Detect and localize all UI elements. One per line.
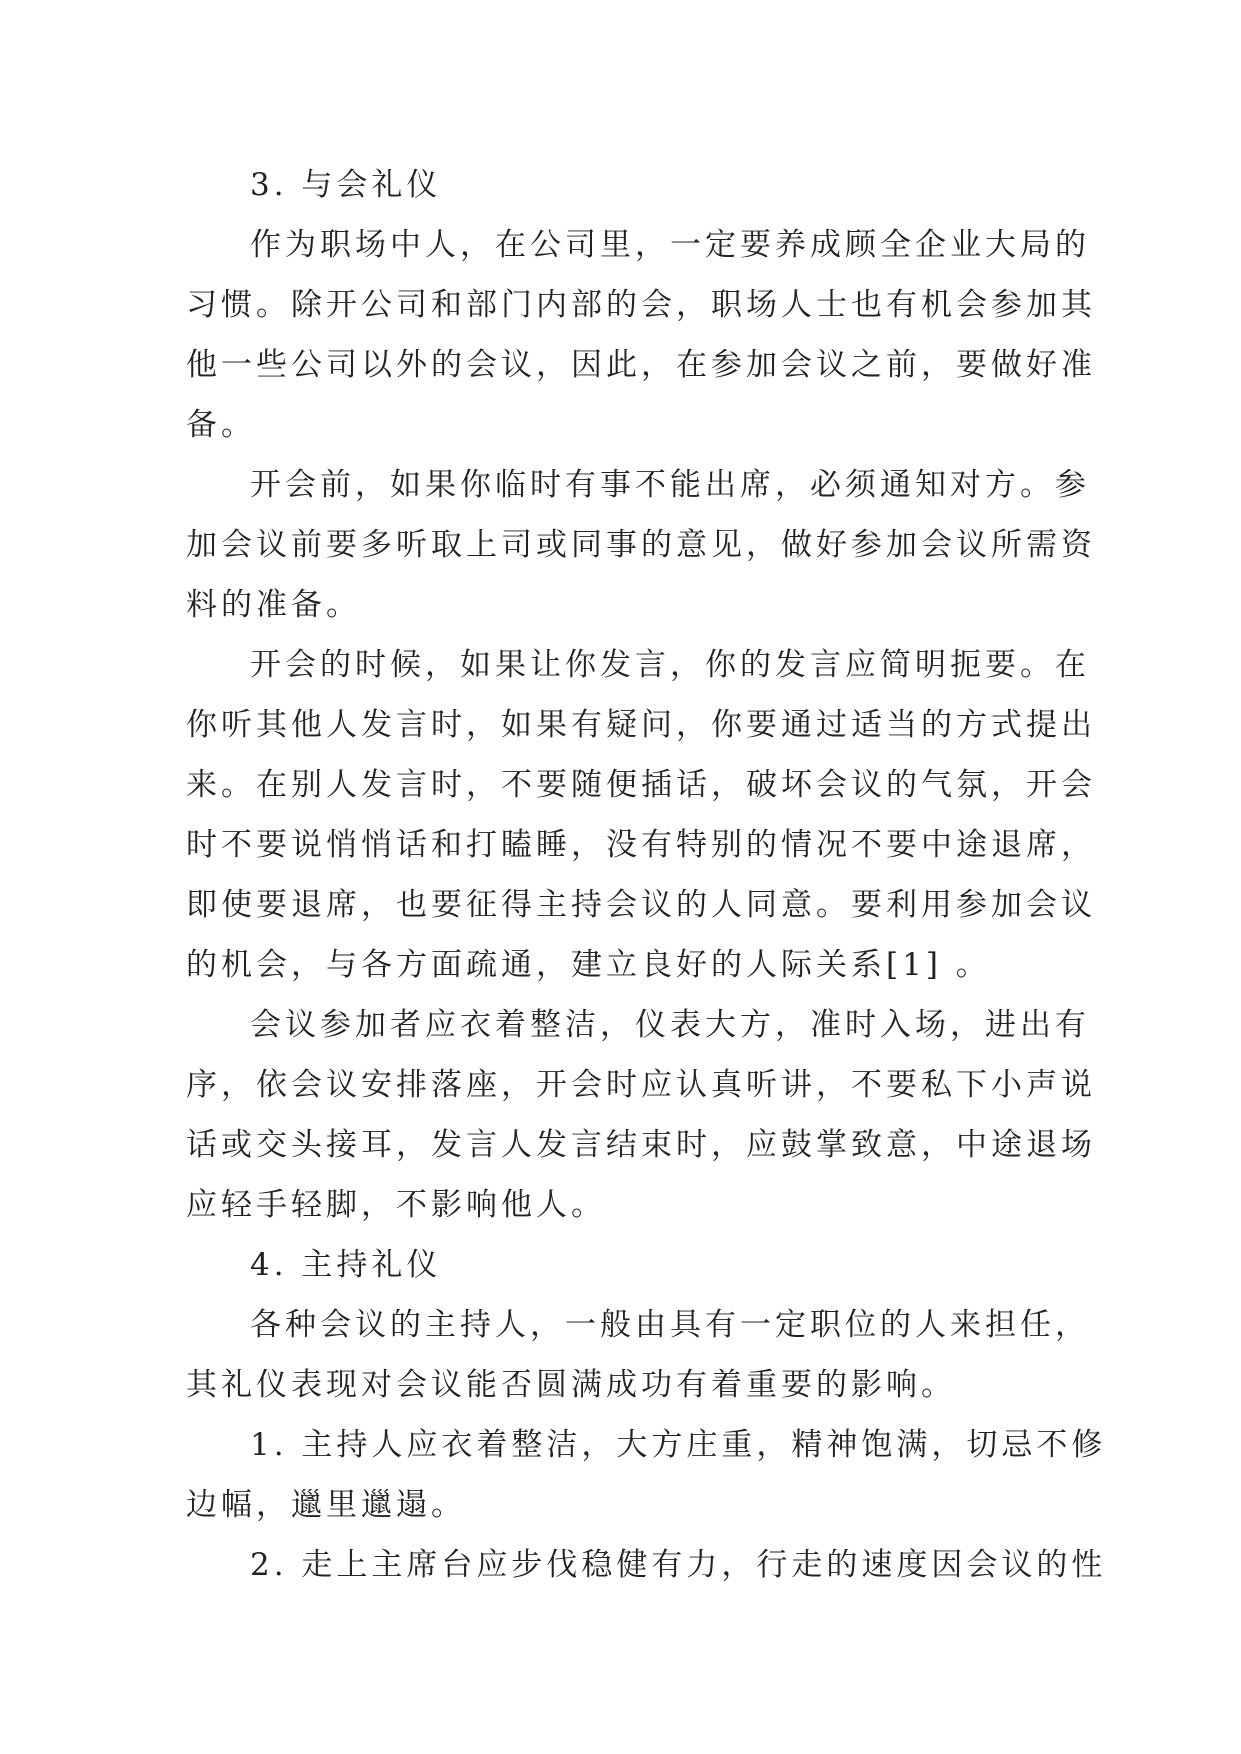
section-heading-4: 4. 主持礼仪 xyxy=(250,1247,442,1283)
paragraph-line: 料的准备。 xyxy=(186,587,361,623)
paragraph-line: 你听其他人发言时，如果有疑问，你要通过适当的方式提出 xyxy=(186,707,1096,743)
paragraph-line: 习惯。除开公司和部门内部的会，职场人士也有机会参加其 xyxy=(186,287,1096,323)
paragraph-line: 即使要退席，也要征得主持会议的人同意。要利用参加会议 xyxy=(186,887,1096,923)
paragraph-line: 其礼仪表现对会议能否圆满成功有着重要的影响。 xyxy=(186,1367,956,1403)
section-heading-3: 3. 与会礼仪 xyxy=(250,167,442,203)
paragraph-line: 开会的时候，如果让你发言，你的发言应简明扼要。在 xyxy=(250,647,1090,683)
paragraph-line: 来。在别人发言时，不要随便插话，破坏会议的气氛，开会 xyxy=(186,767,1096,803)
paragraph-line: 加会议前要多听取上司或同事的意见，做好参加会议所需资 xyxy=(186,527,1096,563)
paragraph-line: 备。 xyxy=(186,407,256,443)
paragraph-line: 作为职场中人，在公司里，一定要养成顾全企业大局的 xyxy=(250,227,1090,263)
paragraph-line: 各种会议的主持人，一般由具有一定职位的人来担任， xyxy=(250,1307,1090,1343)
paragraph-line: 应轻手轻脚，不影响他人。 xyxy=(186,1187,606,1223)
paragraph-line: 的机会，与各方面疏通，建立良好的人际关系[1] 。 xyxy=(186,947,991,983)
list-item-2: 2. 走上主席台应步伐稳健有力，行走的速度因会议的性 xyxy=(250,1547,1107,1583)
paragraph-line: 边幅，邋里邋遢。 xyxy=(186,1487,466,1523)
paragraph-line: 话或交头接耳，发言人发言结束时，应鼓掌致意，中途退场 xyxy=(186,1127,1096,1163)
paragraph-line: 开会前，如果你临时有事不能出席，必须通知对方。参 xyxy=(250,467,1090,503)
document-body xyxy=(186,155,1107,1595)
paragraph-line: 序，依会议安排落座，开会时应认真听讲，不要私下小声说 xyxy=(186,1067,1096,1103)
paragraph-line: 他一些公司以外的会议，因此，在参加会议之前，要做好准 xyxy=(186,347,1096,383)
paragraph-line: 会议参加者应衣着整洁，仪表大方，准时入场，进出有 xyxy=(250,1007,1090,1043)
list-item-1: 1. 主持人应衣着整洁，大方庄重，精神饱满，切忌不修 xyxy=(250,1427,1107,1463)
paragraph-line: 时不要说悄悄话和打瞌睡，没有特别的情况不要中途退席， xyxy=(186,827,1096,863)
